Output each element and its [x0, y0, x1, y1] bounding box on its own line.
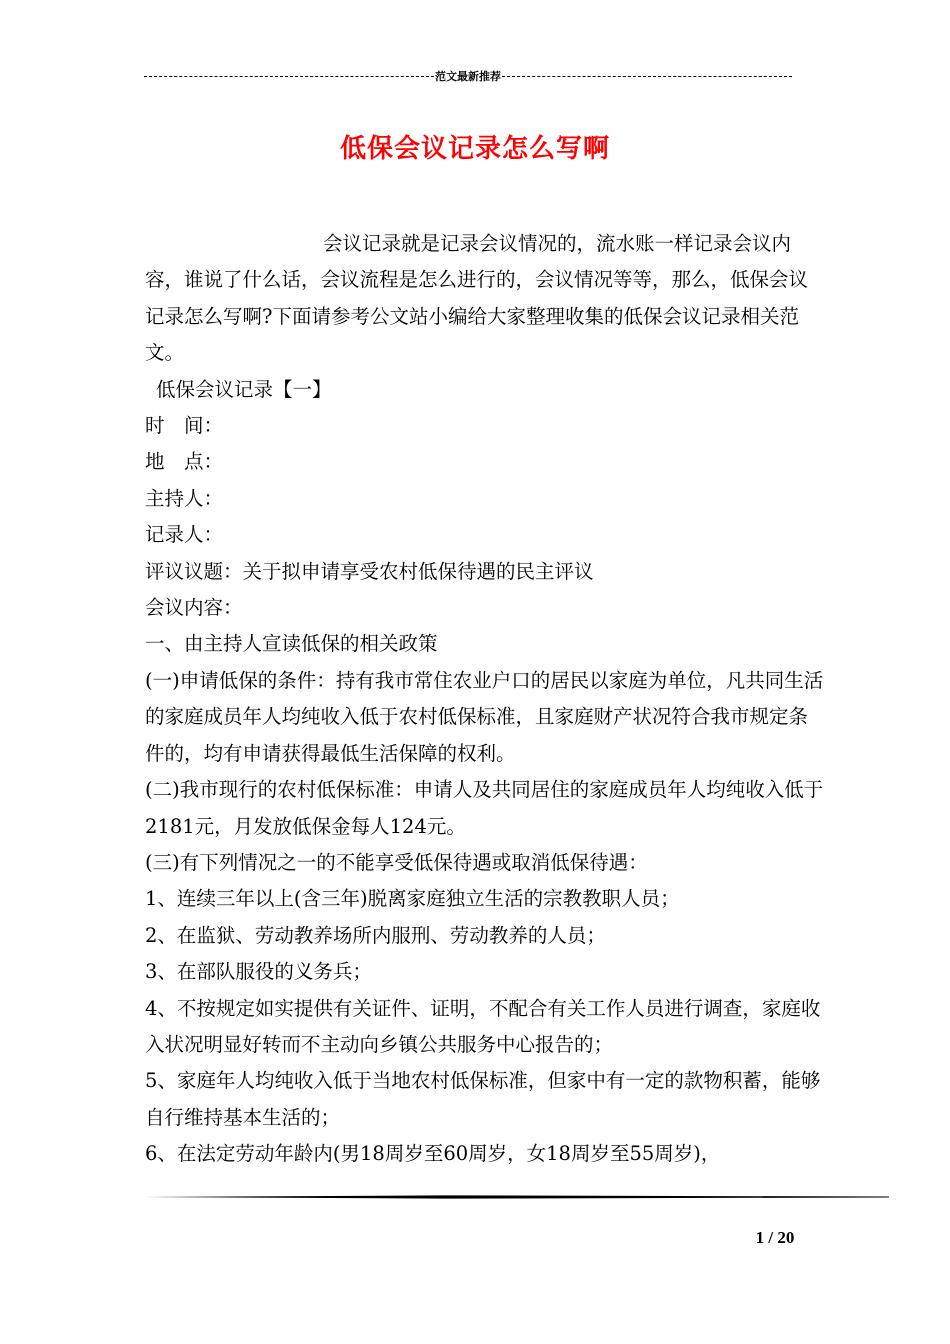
paragraph: 一、由主持人宣读低保的相关政策 [145, 632, 438, 656]
section-heading: 低保会议记录【一】 [156, 377, 332, 401]
header-dash-left [144, 76, 434, 77]
field-topic: 评议议题：关于拟申请享受农村低保待遇的民主评议 [145, 559, 594, 583]
page-number: 1 / 20 [755, 1228, 795, 1247]
paragraph: (二)我市现行的农村低保标准：申请人及共同居住的家庭成员年人均纯收入低于2181元，月发放低保金每人124元。 [145, 778, 824, 838]
header-dash-right [502, 76, 792, 77]
field-recorder: 记录人： [145, 523, 224, 547]
intro-paragraph: 会议记录就是记录会议情况的，流水账一样记录会议内容，谁说了什么话，会议流程是怎么进行的，会议情况等等，那么，低保会议记录怎么写啊?下面请参考公文站小编给大家整理收集的低保会议记录相关范文。 [145, 232, 809, 365]
field-place: 地 点： [145, 450, 224, 474]
list-item: 2、在监狱、劳动教养场所内服刑、劳动教养的人员； [145, 923, 606, 947]
field-content: 会议内容： [145, 596, 243, 620]
list-item: 6、在法定劳动年龄内(男18周岁至60周岁，女18周岁至55周岁)， [145, 1142, 721, 1166]
paragraph: (三)有下列情况之一的不能享受低保待遇或取消低保待遇： [145, 850, 648, 874]
document-title: 低保会议记录怎么写啊 [339, 134, 610, 164]
field-time: 时 间： [145, 414, 224, 438]
header-label: 范文最新推荐 [435, 70, 501, 83]
page-header [144, 66, 792, 86]
document-body [145, 226, 825, 1173]
list-item: 1、连续三年以上(含三年)脱离家庭独立生活的宗教教职人员； [145, 887, 680, 911]
list-item: 5、家庭年人均纯收入低于当地农村低保标准，但家中有一定的款物积蓄，能够自行维持基本生活的； [145, 1069, 821, 1129]
field-host: 主持人： [145, 486, 224, 510]
list-item: 4、不按规定如实提供有关证件、证明，不配合有关工作人员进行调查，家庭收入状况明显好转而不主动向乡镇公共服务中心报告的； [145, 996, 821, 1056]
footer-rule [144, 1195, 889, 1199]
paragraph: (一)申请低保的条件：持有我市常住农业户口的居民以家庭为单位，凡共同生活的家庭成员年人均纯收入低于农村低保标准，且家庭财产状况符合我市规定条件的，均有申请获得最低生活保障的权利。 [145, 668, 824, 765]
list-item: 3、在部队服役的义务兵； [145, 960, 372, 984]
